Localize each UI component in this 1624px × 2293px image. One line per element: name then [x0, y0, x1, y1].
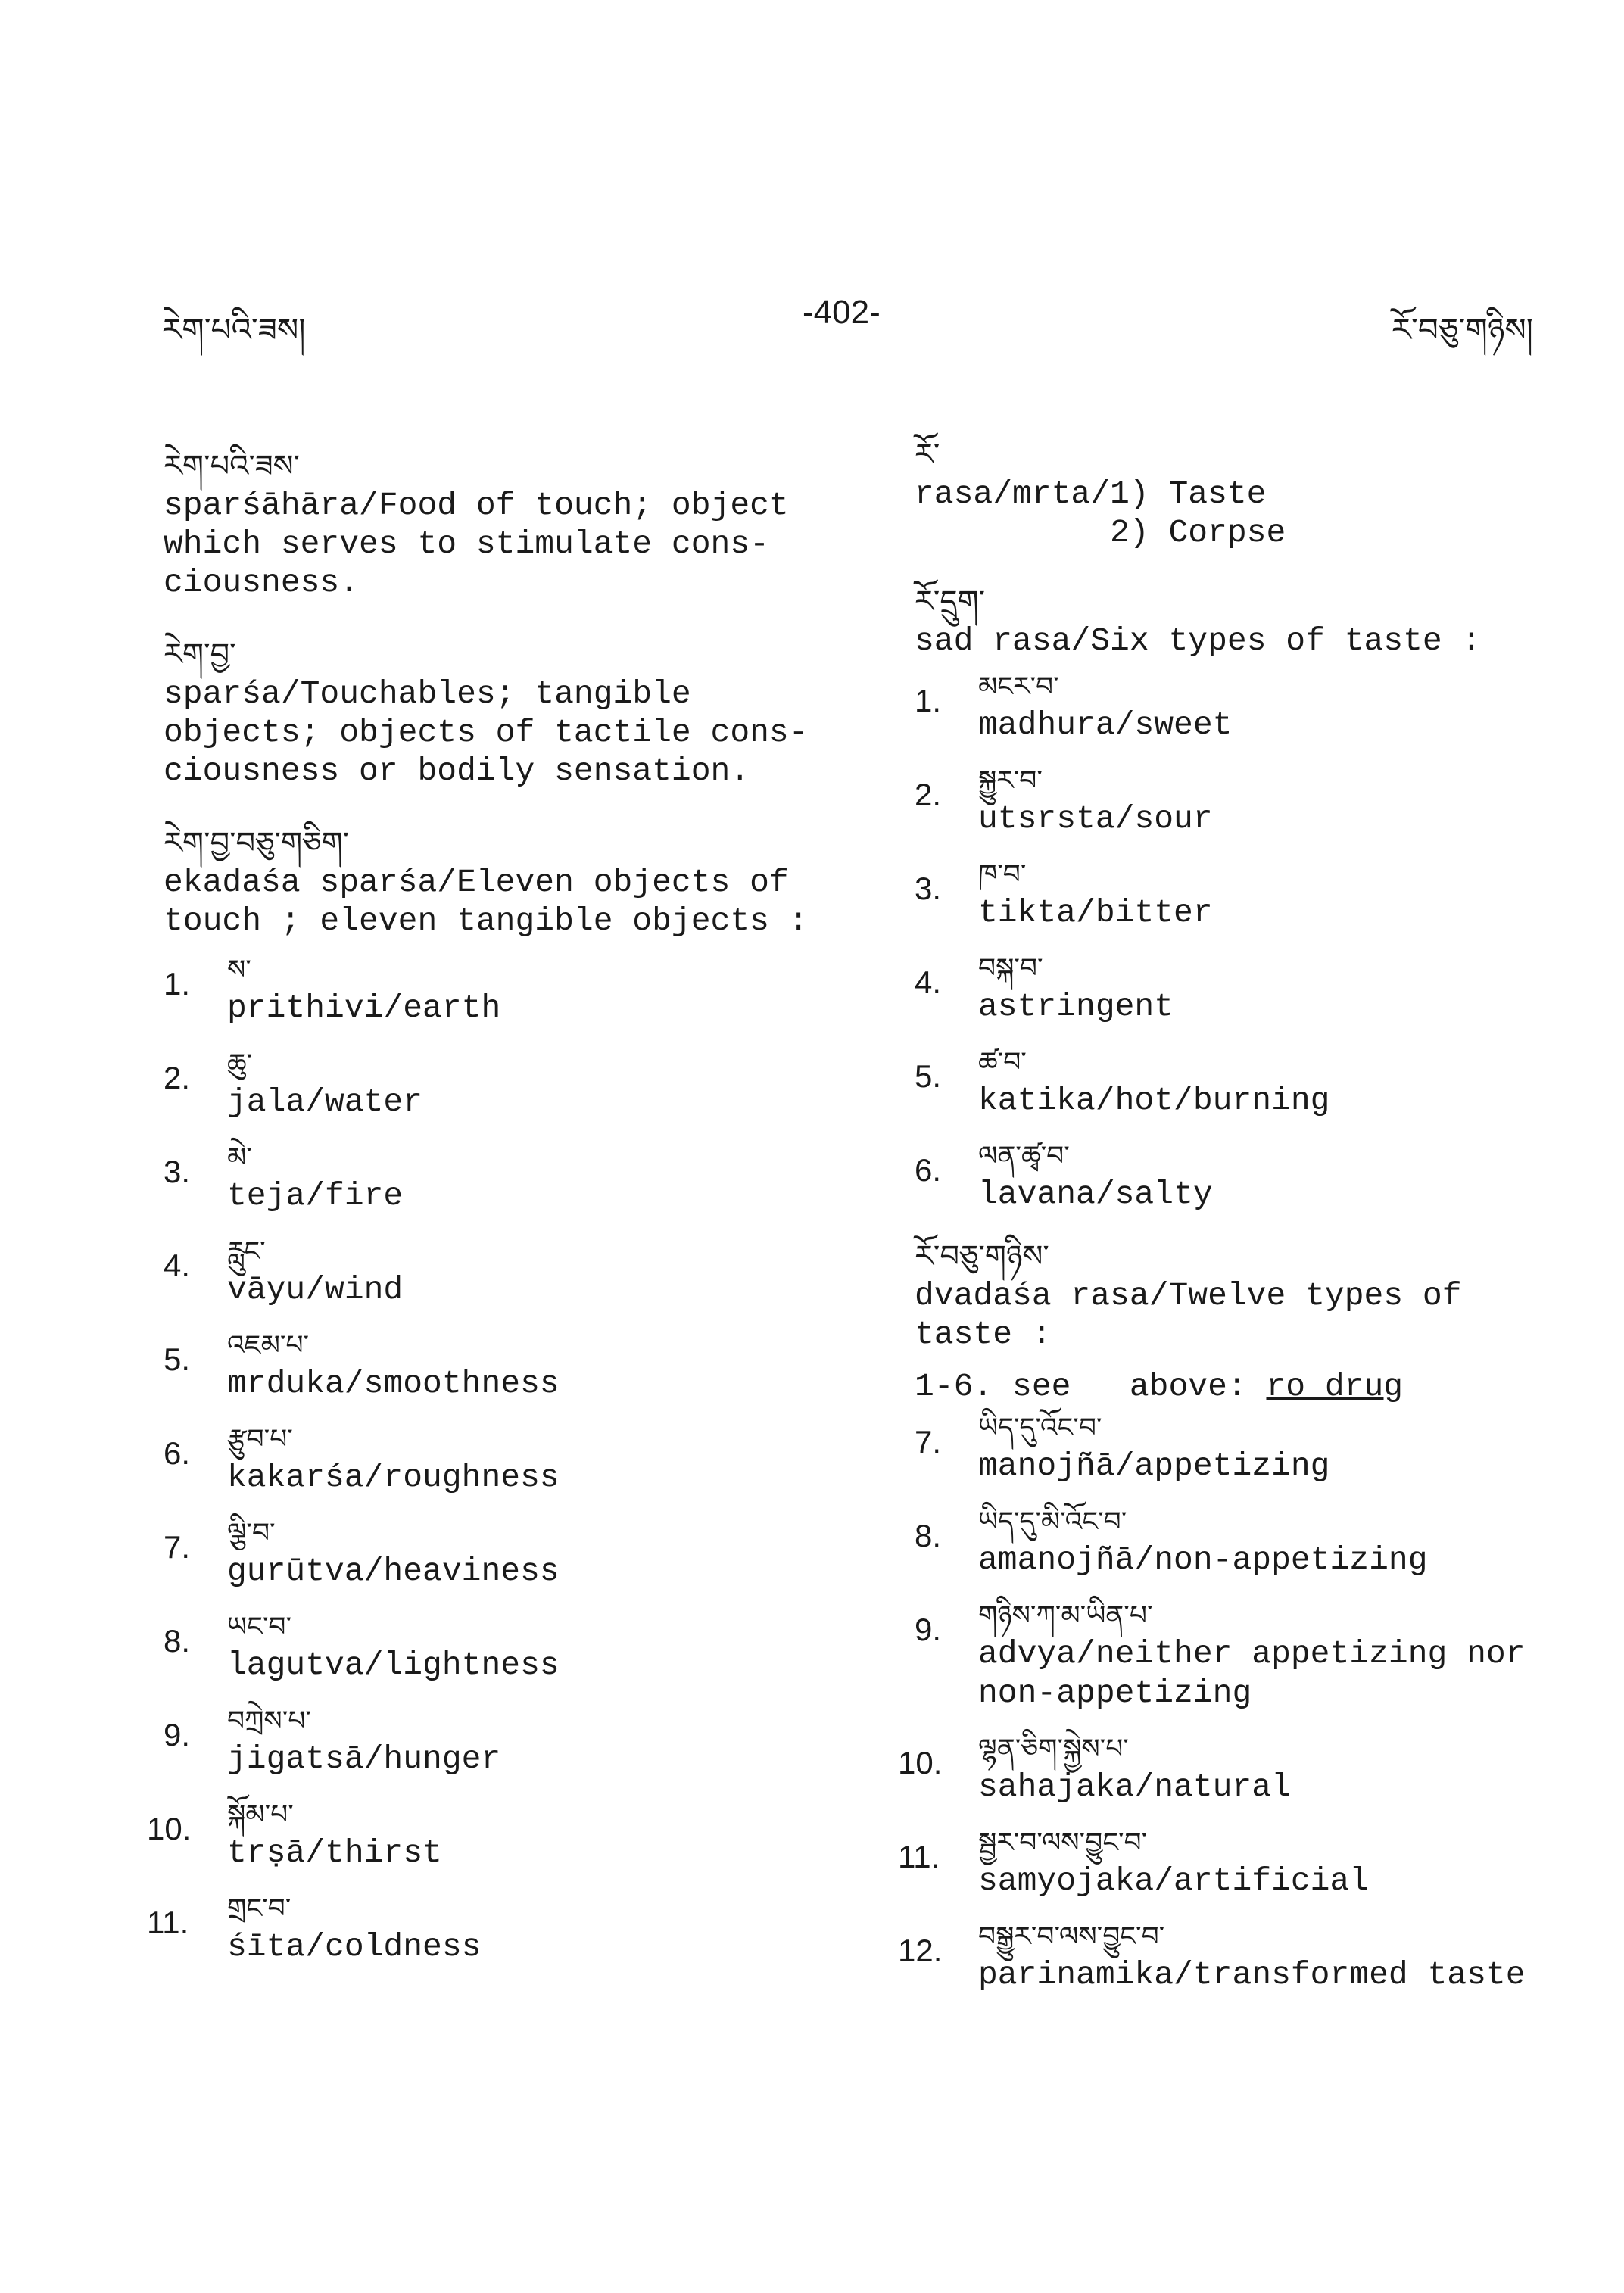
item-number: 5.: [915, 1058, 942, 1094]
entry-ekadasa-sparsa: [164, 824, 845, 940]
list-item: [164, 1328, 845, 1404]
item-gloss: sahajaka/natural: [978, 1768, 1291, 1805]
running-head-right: རོ་བཅུ་གཉིས།: [1391, 311, 1533, 348]
entry-line: which serves to stimulate cons-: [164, 525, 769, 562]
entry-line: ciousness or bodily sensation.: [164, 752, 750, 790]
item-number: 10.: [147, 1811, 192, 1846]
item-tibetan: སྐྱུར་བ་: [978, 765, 1043, 796]
list-item: [915, 1045, 1596, 1120]
list-item: [164, 1609, 845, 1685]
item-number: 8.: [915, 1518, 942, 1553]
item-tibetan: ས་: [227, 955, 251, 986]
item-gloss: kakarśa/roughness: [227, 1459, 560, 1496]
item-tibetan: སྐོམ་པ་: [227, 1799, 294, 1830]
item-gloss: parinamika/transformed taste: [978, 1956, 1526, 1993]
list-item: [898, 1825, 1596, 1901]
item-gloss: advya/neither appetizing nor non-appetizing: [978, 1635, 1526, 1712]
item-gloss: trṣā/thirst: [227, 1834, 442, 1871]
item-number: 1.: [915, 683, 942, 718]
item-tibetan: འཇམ་པ་: [227, 1330, 310, 1361]
item-number: 2.: [915, 777, 942, 812]
item-tibetan: ཡང་བ་: [227, 1612, 292, 1643]
item-number: 9.: [915, 1612, 942, 1647]
item-number: 4.: [164, 1248, 191, 1283]
item-gloss: samyojaka/artificial: [978, 1862, 1370, 1899]
item-gloss: jala/water: [227, 1083, 423, 1120]
item-number: 1.: [164, 966, 191, 1002]
entry-ro-drug: [915, 582, 1596, 660]
item-number: 3.: [164, 1154, 191, 1189]
item-number: 8.: [164, 1623, 191, 1659]
item-gloss: prithivi/earth: [227, 989, 501, 1027]
entry-line: sparśāhāra/Food of touch; object: [164, 487, 789, 524]
item-tibetan: ལྷན་ཅིག་སྐྱེས་པ་: [978, 1734, 1129, 1765]
see-above-text: 1-6. see above:: [915, 1368, 1267, 1405]
item-gloss: śīta/coldness: [227, 1928, 482, 1965]
entry-dvadasa-rasa: [915, 1237, 1596, 1354]
list-item: [915, 669, 1596, 745]
item-tibetan: ཁ་བ་: [978, 859, 1027, 890]
item-number: 11.: [898, 1839, 940, 1874]
item-tibetan: བསྒྱུར་བ་ལས་བྱུང་བ་: [978, 1921, 1165, 1952]
item-number: 5.: [164, 1341, 191, 1377]
item-gloss: jigatsā/hunger: [227, 1740, 501, 1777]
item-number: 2.: [164, 1060, 191, 1095]
item-number: 6.: [164, 1435, 191, 1471]
item-tibetan: ཆུ་: [227, 1048, 253, 1080]
item-number: 12.: [898, 1933, 943, 1968]
entry-tibetan: རོ་བཅུ་གཉིས་: [915, 1239, 1049, 1274]
entry-sparsa: [164, 635, 845, 790]
list-item: [164, 952, 845, 1028]
page-number: -402-: [803, 294, 881, 331]
list-item: [164, 1046, 845, 1122]
item-number: 10.: [898, 1745, 943, 1781]
item-number: 6.: [915, 1152, 942, 1188]
entry-tibetan: རེག་བྱ་བཅུ་གཅིག་: [164, 826, 350, 861]
list-item: [147, 1891, 845, 1967]
entry-line: sparśa/Touchables; tangible: [164, 675, 691, 712]
item-tibetan: ཚ་བ་: [978, 1047, 1027, 1078]
list-item: [915, 1410, 1596, 1486]
entry-ro: [915, 435, 1596, 552]
item-number: 9.: [164, 1717, 191, 1752]
item-gloss: teja/fire: [227, 1177, 404, 1214]
item-gloss: tikta/bitter: [978, 894, 1213, 931]
left-column: [147, 447, 845, 1985]
entry-line: ekadaśa sparśa/Eleven objects of: [164, 864, 789, 901]
list-item: [898, 1731, 1596, 1807]
item-gloss: utsrsta/sour: [978, 800, 1213, 837]
item-gloss: lagutva/lightness: [227, 1647, 560, 1684]
item-tibetan: རླུང་: [227, 1236, 266, 1267]
item-tibetan: སྦྱར་བ་ལས་བྱུང་བ་: [978, 1827, 1148, 1858]
item-number: 7.: [915, 1424, 942, 1460]
item-tibetan: ལྕི་བ་: [227, 1518, 276, 1549]
entry-line: rasa/mrta/1) Taste: [915, 475, 1267, 512]
item-tibetan: ཡིད་དུ་འོང་བ་: [978, 1413, 1102, 1444]
eleven-touch-list: [147, 952, 845, 1967]
list-item: [164, 1234, 845, 1310]
entry-line: 2) Corpse: [915, 514, 1286, 551]
list-item: [915, 857, 1596, 933]
item-tibetan: བསྐ་བ་: [978, 953, 1043, 984]
entry-line: taste :: [915, 1316, 1052, 1353]
item-tibetan: རྩུབ་པ་: [227, 1424, 293, 1455]
entry-line: objects; objects of tactile cons-: [164, 714, 809, 751]
entry-tibetan: རོ་: [915, 438, 940, 472]
item-gloss: amanojñā/non-appetizing: [978, 1541, 1428, 1578]
item-tibetan: མེ་: [227, 1142, 252, 1173]
entry-line: sad rasa/Six types of taste :: [915, 622, 1482, 659]
entry-sparsahara: [164, 447, 845, 602]
item-tibetan: གཉིས་ཀ་མ་ཡིན་པ་: [978, 1600, 1153, 1631]
item-gloss: vāyu/wind: [227, 1271, 404, 1308]
entry-line: touch ; eleven tangible objects :: [164, 902, 809, 939]
item-gloss: madhura/sweet: [978, 706, 1233, 743]
see-above-note: [915, 1367, 1596, 1406]
entry-line: dvadaśa rasa/Twelve types of: [915, 1277, 1462, 1314]
item-gloss: lavana/salty: [978, 1176, 1213, 1213]
item-number: 3.: [915, 871, 942, 906]
list-item: [915, 1139, 1596, 1214]
list-item: [915, 1504, 1596, 1580]
item-number: 7.: [164, 1529, 191, 1565]
list-item: [147, 1797, 845, 1873]
item-tibetan: གྲང་བ་: [227, 1893, 291, 1924]
list-item: [915, 1598, 1596, 1713]
item-tibetan: ཡིད་དུ་མི་འོང་བ་: [978, 1506, 1127, 1537]
twelve-tastes-list: [898, 1410, 1596, 1995]
list-item: [164, 1422, 845, 1497]
item-tibetan: ལན་ཚྭ་བ་: [978, 1141, 1070, 1172]
item-tibetan: མངར་བ་: [978, 671, 1059, 703]
entry-tibetan: རེག་པའི་ཟས་: [164, 449, 301, 484]
entry-tibetan: རེག་བྱ་: [164, 637, 236, 672]
running-head-left: རེག་པའི་ཟས།: [162, 311, 306, 348]
item-number: 11.: [147, 1905, 189, 1940]
item-gloss: mrduka/smoothness: [227, 1365, 560, 1402]
list-item: [915, 951, 1596, 1027]
cross-reference-link[interactable]: ro drug: [1266, 1368, 1404, 1405]
right-column: [898, 435, 1596, 2013]
list-item: [164, 1703, 845, 1779]
item-number: 4.: [915, 964, 942, 1000]
item-gloss: katika/hot/burning: [978, 1082, 1330, 1119]
list-item: [898, 1919, 1596, 1995]
item-gloss: manojñā/appetizing: [978, 1447, 1330, 1485]
six-tastes-list: [915, 669, 1596, 1214]
list-item: [164, 1140, 845, 1216]
entry-line: ciousness.: [164, 564, 360, 601]
item-tibetan: བཀྲེས་པ་: [227, 1706, 311, 1737]
list-item: [164, 1516, 845, 1591]
item-gloss: astringent: [978, 988, 1174, 1025]
entry-tibetan: རོ་དྲུག་: [915, 584, 986, 619]
item-gloss: gurūtva/heaviness: [227, 1553, 560, 1590]
list-item: [915, 763, 1596, 839]
